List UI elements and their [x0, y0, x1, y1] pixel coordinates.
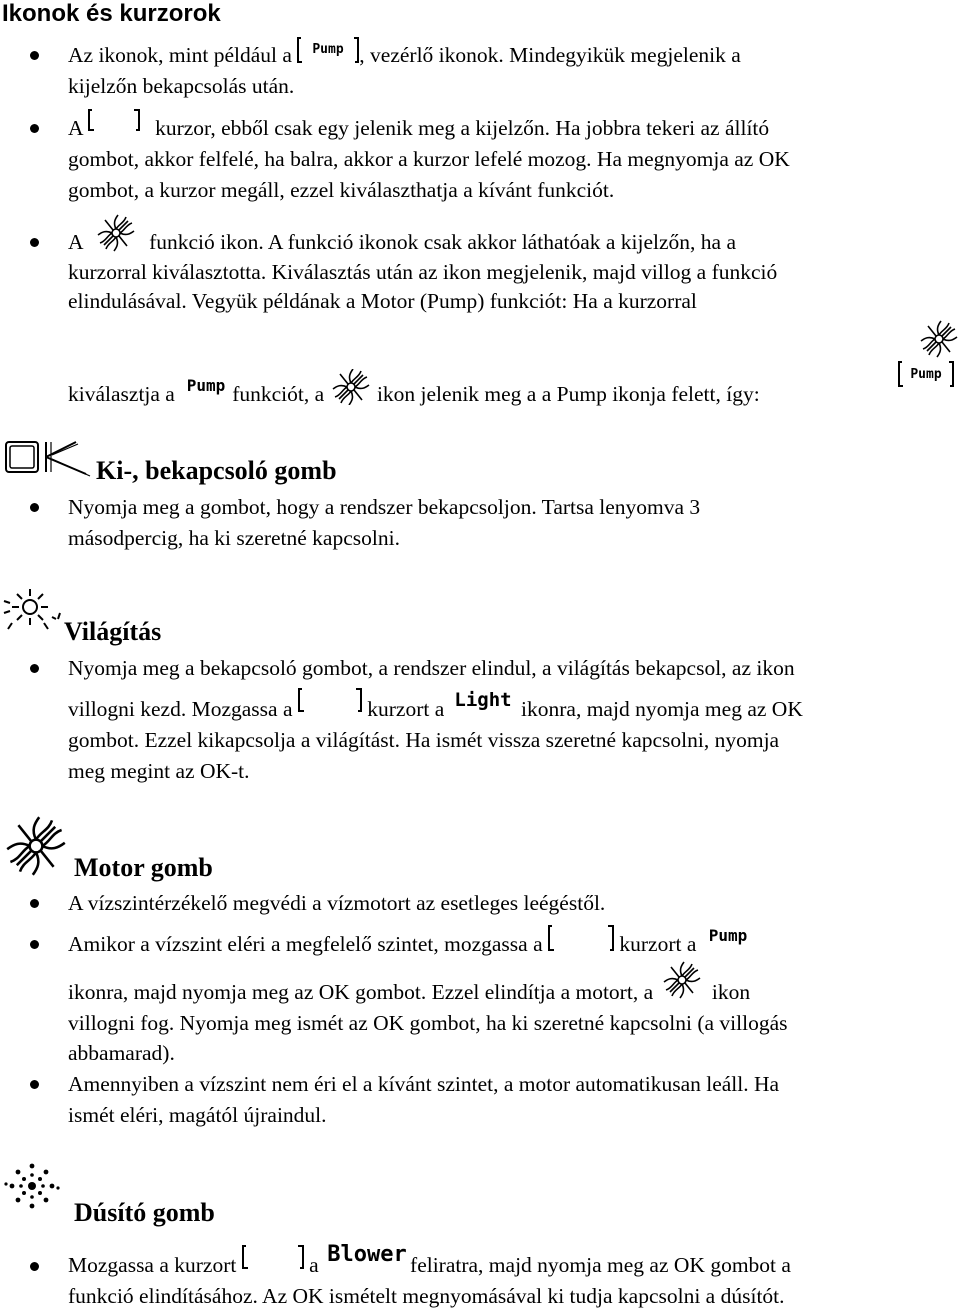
svg-text:Pump: Pump	[312, 42, 344, 58]
bullet	[30, 124, 39, 133]
paragraph-line: Amennyiben a vízszint nem éri el a kívánt szintet, a motor automatikusan leáll. Ha	[68, 1072, 780, 1096]
paragraph-line: gombot, akkor felfelé, ha balra, akkor a kurzor lefelé mozog. Ha megnyomja az OK	[68, 147, 790, 171]
blower-label-icon	[324, 1239, 410, 1269]
text: kurzor, ebből csak egy jelenik meg a kijelzőn. Ha jobbra tekeri az állító	[155, 116, 770, 140]
text: a	[309, 1253, 319, 1277]
svg-text:Pump: Pump	[186, 376, 226, 396]
blower-icon	[2, 1158, 64, 1221]
bullet	[30, 940, 39, 949]
pump-bracket-icon	[898, 360, 954, 393]
paragraph-line: másodpercig, ha ki szeretné kapcsolni.	[68, 526, 400, 550]
text: funkciót, a	[232, 382, 325, 406]
cursor-icon	[88, 108, 150, 132]
paragraph-line: gombot, a kurzor megáll, ezzel kiválaszthatja a kívánt funkciót.	[68, 178, 615, 202]
light-label-icon	[450, 688, 516, 714]
paragraph-line: meg megint az OK-t.	[68, 759, 250, 783]
section-title-light: Világítás	[64, 617, 162, 646]
bullet	[30, 664, 39, 673]
text: A	[68, 230, 83, 254]
paragraph-line	[68, 1242, 791, 1281]
fan-icon	[658, 960, 706, 1000]
svg-text:Light: Light	[454, 689, 512, 712]
bullet	[30, 899, 39, 908]
text: A	[68, 116, 83, 140]
paragraph-line: A vízszintérzékelő megvédi a vízmotort az esetleges leégéstől.	[68, 891, 606, 915]
paragraph-line: funkció elindításához. Az OK ismételt megnyomásával ki tudja kapcsolni a dúsítót.	[68, 1284, 785, 1308]
paragraph-line	[68, 378, 760, 410]
sun-icon	[0, 585, 66, 640]
fan-icon	[918, 318, 960, 365]
paragraph-line: Nyomja meg a bekapcsoló gombot, a rendszer elindul, a világítás bekapcsol, az ikon	[68, 656, 795, 680]
section-title-icons: Ikonok és kurzorok	[2, 0, 221, 27]
paragraph-line	[68, 112, 769, 144]
section-title-motor: Motor gomb	[74, 853, 213, 882]
text: ikon	[711, 980, 751, 1004]
paragraph-line: ismét eléri, magától újraindul.	[68, 1103, 327, 1127]
bullet	[30, 51, 39, 60]
paragraph-line: elindulásával. Vegyük példának a Motor (Pump) funkciót: Ha a kurzorral	[68, 289, 697, 313]
paragraph-line: Nyomja meg a gombot, hogy a rendszer bekapcsoljon. Tartsa lenyomva 3	[68, 495, 701, 519]
section-title-ok: Ki-, bekapcsoló gomb	[96, 456, 337, 485]
text: Mozgassa a kurzort	[68, 1253, 237, 1277]
text: villogni kezd. Mozgassa a	[68, 697, 293, 721]
text: kiválasztja a	[68, 382, 175, 406]
svg-text:Pump: Pump	[708, 926, 748, 946]
paragraph-line: kijelzőn bekapcsolás után.	[68, 74, 295, 98]
text: Amikor a vízszint eléri a megfelelő szintet, mozgassa a	[68, 932, 543, 956]
pump-label-icon	[702, 925, 754, 947]
text: ikonra, majd nyomja meg az OK gombot. Ezzel elindítja a motort, a	[68, 980, 654, 1004]
paragraph-line: villogni fog. Nyomja meg ismét az OK gombot, ha ki szeretné kapcsolni (a villogás	[68, 1011, 788, 1035]
fan-icon	[0, 815, 72, 882]
text: ikon jelenik meg a a Pump ikonja felett, így:	[376, 382, 760, 406]
section-title-blower: Dúsító gomb	[74, 1198, 215, 1227]
bullet	[30, 238, 39, 247]
text: ikonra, majd nyomja meg az OK	[521, 697, 803, 721]
text: Az ikonok, mint például a	[68, 43, 292, 67]
cursor-icon	[242, 1244, 304, 1272]
paragraph-line	[68, 976, 750, 1008]
paragraph-line: gombot. Ezzel kikapcsolja a világítást. Ha ismét vissza szeretné kapcsolni, nyomja	[68, 728, 780, 752]
bullet	[30, 1262, 39, 1271]
paragraph-line: kurzorral kiválasztotta. Kiválasztás után az ikon megjelenik, majd villog a funkció	[68, 260, 778, 284]
paragraph-line	[68, 928, 754, 960]
pump-bracket-icon	[297, 36, 359, 64]
cursor-icon	[298, 687, 362, 715]
text: funkció ikon. A funkció ikonok csak akkor láthatóak a kijelzőn, ha a	[149, 230, 737, 254]
text: feliratra, majd nyomja meg az OK gombot a	[410, 1253, 791, 1277]
paragraph-line	[68, 226, 736, 258]
paragraph-line	[68, 39, 741, 71]
fan-icon	[88, 213, 144, 253]
text: kurzort a	[367, 697, 445, 721]
paragraph-line: abbamarad).	[68, 1041, 175, 1065]
pump-label-icon	[180, 374, 232, 396]
ok-icon	[4, 438, 92, 483]
svg-text:Blower: Blower	[327, 1242, 407, 1268]
bullet	[30, 503, 39, 512]
text: , vezérlő ikonok. Mindegyikük megjelenik a	[359, 43, 741, 67]
cursor-icon	[548, 924, 614, 952]
text: kurzort a	[619, 932, 697, 956]
paragraph-line	[68, 689, 803, 725]
fan-icon	[330, 369, 372, 405]
svg-text:Pump: Pump	[910, 367, 942, 382]
bullet	[30, 1080, 39, 1089]
